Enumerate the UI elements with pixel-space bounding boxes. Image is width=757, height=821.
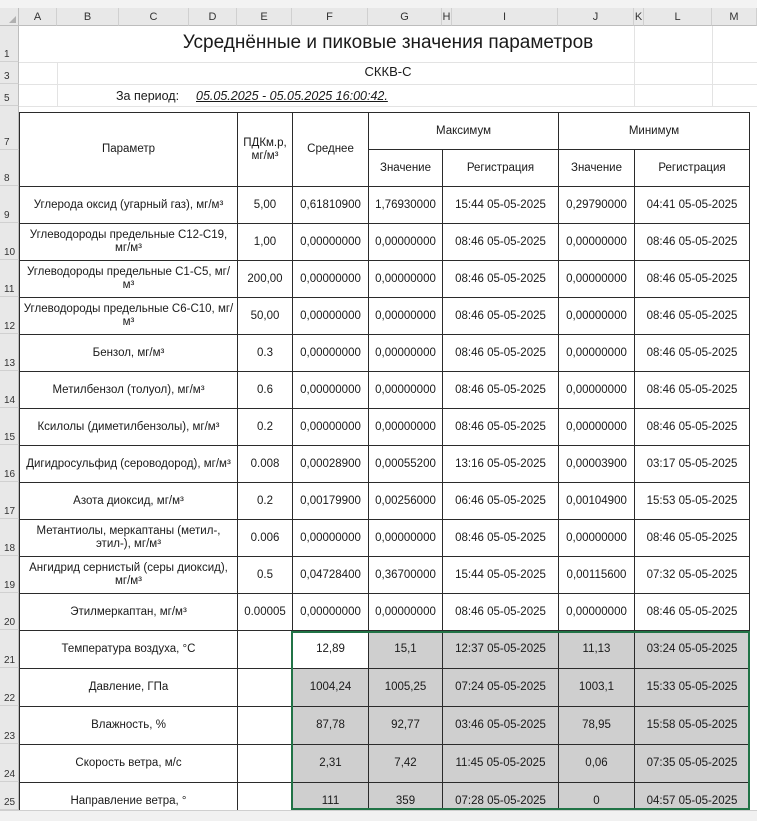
column-header-g[interactable]: G bbox=[368, 8, 442, 26]
column-header-l[interactable]: L bbox=[644, 8, 712, 26]
max-value-cell[interactable]: 0,00000000 bbox=[369, 594, 443, 631]
header-min[interactable]: Минимум bbox=[559, 113, 750, 150]
row-header[interactable]: 12 bbox=[0, 297, 19, 334]
column-header-j[interactable]: J bbox=[558, 8, 634, 26]
min-value-cell[interactable]: 0,00003900 bbox=[559, 446, 635, 483]
pdk-cell[interactable]: 5,00 bbox=[238, 187, 293, 224]
pdk-cell[interactable] bbox=[238, 631, 293, 669]
meteo-rows bbox=[20, 631, 750, 821]
min-reg-cell[interactable]: 08:46 05-05-2025 bbox=[635, 594, 750, 631]
row-header[interactable]: 5 bbox=[0, 84, 19, 106]
max-reg-cell[interactable]: 08:46 05-05-2025 bbox=[443, 594, 559, 631]
column-header-e[interactable]: E bbox=[237, 8, 292, 26]
avg-cell[interactable]: 0,00000000 bbox=[293, 224, 369, 261]
param-cell[interactable]: Этилмеркаптан, мг/м³ bbox=[20, 594, 238, 631]
table-row bbox=[20, 631, 750, 669]
min-reg-cell[interactable]: 15:33 05-05-2025 bbox=[635, 669, 750, 707]
min-reg-cell[interactable]: 15:58 05-05-2025 bbox=[635, 707, 750, 745]
pdk-cell[interactable]: 0.2 bbox=[238, 483, 293, 520]
sheet-tabs-bar[interactable] bbox=[0, 810, 757, 821]
column-header-a[interactable]: A bbox=[19, 8, 57, 26]
min-reg-cell[interactable]: 08:46 05-05-2025 bbox=[635, 224, 750, 261]
pdk-cell[interactable] bbox=[238, 669, 293, 707]
min-value-cell[interactable]: 0,29790000 bbox=[559, 187, 635, 224]
table-row bbox=[20, 224, 750, 261]
column-header-m[interactable]: M bbox=[712, 8, 757, 26]
param-cell[interactable]: Метантиолы, меркаптаны (метил-, этил-), мг/м³ bbox=[20, 520, 238, 557]
header-max-value[interactable]: Значение bbox=[369, 150, 443, 187]
param-cell[interactable]: Влажность, % bbox=[20, 707, 238, 745]
max-value-cell[interactable]: 15,1 bbox=[369, 631, 443, 669]
max-reg-cell[interactable]: 08:46 05-05-2025 bbox=[443, 372, 559, 409]
param-cell[interactable]: Ангидрид сернистый (серы диоксид), мг/м³ bbox=[20, 557, 238, 594]
table-row bbox=[20, 187, 750, 224]
min-value-cell[interactable]: 0 bbox=[559, 783, 635, 821]
avg-cell[interactable]: 111 bbox=[293, 783, 369, 821]
pdk-cell[interactable]: 0.00005 bbox=[238, 594, 293, 631]
max-value-cell[interactable]: 0,00000000 bbox=[369, 409, 443, 446]
pdk-cell[interactable]: 0.008 bbox=[238, 446, 293, 483]
param-cell[interactable]: Ксилолы (диметилбензолы), мг/м³ bbox=[20, 409, 238, 446]
row-header[interactable]: 10 bbox=[0, 223, 19, 260]
max-reg-cell[interactable]: 08:46 05-05-2025 bbox=[443, 335, 559, 372]
max-value-cell[interactable]: 0,00000000 bbox=[369, 335, 443, 372]
column-header-b[interactable]: B bbox=[57, 8, 119, 26]
pdk-cell[interactable]: 0.2 bbox=[238, 409, 293, 446]
row-header[interactable]: 3 bbox=[0, 62, 19, 84]
param-cell[interactable]: Азота диоксид, мг/м³ bbox=[20, 483, 238, 520]
max-value-cell[interactable]: 1005,25 bbox=[369, 669, 443, 707]
avg-cell[interactable]: 0,61810900 bbox=[293, 187, 369, 224]
avg-cell[interactable]: 0,00000000 bbox=[293, 520, 369, 557]
row-header[interactable]: 14 bbox=[0, 371, 19, 408]
param-cell[interactable]: Направление ветра, ° bbox=[20, 783, 238, 821]
param-cell[interactable]: Углеводороды предельные С1-С5, мг/м³ bbox=[20, 261, 238, 298]
pollutant-rows bbox=[20, 187, 750, 631]
avg-cell[interactable]: 2,31 bbox=[293, 745, 369, 783]
avg-cell[interactable]: 0,00000000 bbox=[293, 298, 369, 335]
table-row bbox=[20, 669, 750, 707]
pdk-cell[interactable] bbox=[238, 707, 293, 745]
max-value-cell[interactable]: 7,42 bbox=[369, 745, 443, 783]
row-header[interactable]: 8 bbox=[0, 150, 19, 186]
pdk-cell[interactable] bbox=[238, 745, 293, 783]
row-header[interactable]: 22 bbox=[0, 668, 19, 706]
param-cell[interactable]: Метилбензол (толуол), мг/м³ bbox=[20, 372, 238, 409]
station-name: СККВ-С bbox=[364, 64, 412, 79]
column-header-k[interactable]: K bbox=[634, 8, 644, 26]
avg-cell[interactable]: 1004,24 bbox=[293, 669, 369, 707]
param-cell[interactable]: Скорость ветра, м/с bbox=[20, 745, 238, 783]
row-header[interactable]: 19 bbox=[0, 556, 19, 593]
max-reg-cell[interactable]: 03:46 05-05-2025 bbox=[443, 707, 559, 745]
table-row bbox=[20, 707, 750, 745]
pdk-cell[interactable]: 0.6 bbox=[238, 372, 293, 409]
gridline bbox=[19, 106, 757, 107]
row-header[interactable]: 16 bbox=[0, 445, 19, 482]
max-reg-cell[interactable]: 08:46 05-05-2025 bbox=[443, 520, 559, 557]
max-value-cell[interactable]: 0,36700000 bbox=[369, 557, 443, 594]
min-reg-cell[interactable]: 07:32 05-05-2025 bbox=[635, 557, 750, 594]
header-pdk[interactable]: ПДКм.р, мг/м³ bbox=[238, 113, 293, 187]
param-cell[interactable]: Температура воздуха, °С bbox=[20, 631, 238, 669]
row-header[interactable]: 25 bbox=[0, 782, 19, 810]
param-cell[interactable]: Углеводороды предельные С12-С19, мг/м³ bbox=[20, 224, 238, 261]
min-reg-cell[interactable]: 07:35 05-05-2025 bbox=[635, 745, 750, 783]
min-reg-cell[interactable]: 04:57 05-05-2025 bbox=[635, 783, 750, 821]
header-min-value[interactable]: Значение bbox=[559, 150, 635, 187]
row-header[interactable]: 7 bbox=[0, 106, 19, 150]
pdk-cell[interactable]: 0.5 bbox=[238, 557, 293, 594]
min-value-cell[interactable]: 0,06 bbox=[559, 745, 635, 783]
max-reg-cell[interactable]: 06:46 05-05-2025 bbox=[443, 483, 559, 520]
min-reg-cell[interactable]: 08:46 05-05-2025 bbox=[635, 335, 750, 372]
row-header[interactable]: 13 bbox=[0, 334, 19, 371]
gridline bbox=[19, 62, 757, 63]
period-label: За период: bbox=[116, 89, 180, 103]
min-value-cell[interactable]: 0,00000000 bbox=[559, 409, 635, 446]
min-value-cell[interactable]: 0,00000000 bbox=[559, 261, 635, 298]
max-reg-cell[interactable]: 15:44 05-05-2025 bbox=[443, 557, 559, 594]
min-value-cell[interactable]: 0,00000000 bbox=[559, 372, 635, 409]
table-row bbox=[20, 594, 750, 631]
max-value-cell[interactable]: 0,00000000 bbox=[369, 261, 443, 298]
avg-cell[interactable]: 0,00000000 bbox=[293, 594, 369, 631]
max-reg-cell[interactable]: 07:24 05-05-2025 bbox=[443, 669, 559, 707]
column-header-c[interactable]: C bbox=[119, 8, 189, 26]
table-row bbox=[20, 409, 750, 446]
param-cell[interactable]: Давление, ГПа bbox=[20, 669, 238, 707]
min-reg-cell[interactable]: 08:46 05-05-2025 bbox=[635, 409, 750, 446]
table-row bbox=[20, 483, 750, 520]
min-value-cell[interactable]: 0,00000000 bbox=[559, 224, 635, 261]
row-header[interactable]: 17 bbox=[0, 482, 19, 519]
min-value-cell[interactable]: 0,00000000 bbox=[559, 594, 635, 631]
min-reg-cell[interactable]: 08:46 05-05-2025 bbox=[635, 261, 750, 298]
max-reg-cell[interactable]: 12:37 05-05-2025 bbox=[443, 631, 559, 669]
max-value-cell[interactable]: 1,76930000 bbox=[369, 187, 443, 224]
max-value-cell[interactable]: 359 bbox=[369, 783, 443, 821]
row-header[interactable]: 1 bbox=[0, 26, 19, 62]
header-min-reg[interactable]: Регистрация bbox=[635, 150, 750, 187]
max-reg-cell[interactable]: 08:46 05-05-2025 bbox=[443, 224, 559, 261]
row-header[interactable]: 9 bbox=[0, 186, 19, 223]
header-param[interactable]: Параметр bbox=[20, 113, 238, 187]
gridline bbox=[19, 84, 757, 85]
table-row bbox=[20, 261, 750, 298]
max-reg-cell[interactable]: 15:44 05-05-2025 bbox=[443, 187, 559, 224]
row-header[interactable]: 23 bbox=[0, 706, 19, 744]
min-value-cell[interactable]: 0,00000000 bbox=[559, 520, 635, 557]
min-value-cell[interactable]: 0,00000000 bbox=[559, 298, 635, 335]
column-header-h[interactable]: H bbox=[442, 8, 452, 26]
table-row bbox=[20, 745, 750, 783]
parameters-table bbox=[19, 112, 750, 821]
pdk-cell[interactable]: 0.006 bbox=[238, 520, 293, 557]
avg-cell[interactable]: 0,00000000 bbox=[293, 335, 369, 372]
row-header[interactable]: 18 bbox=[0, 519, 19, 556]
table-row bbox=[20, 557, 750, 594]
min-value-cell[interactable]: 0,00115600 bbox=[559, 557, 635, 594]
avg-cell[interactable]: 12,89 bbox=[293, 631, 369, 669]
min-reg-cell[interactable]: 08:46 05-05-2025 bbox=[635, 520, 750, 557]
pdk-cell[interactable]: 1,00 bbox=[238, 224, 293, 261]
max-reg-cell[interactable]: 13:16 05-05-2025 bbox=[443, 446, 559, 483]
column-header-d[interactable]: D bbox=[189, 8, 237, 26]
table-row bbox=[20, 372, 750, 409]
avg-cell[interactable]: 0,00000000 bbox=[293, 372, 369, 409]
min-value-cell[interactable]: 0,00000000 bbox=[559, 335, 635, 372]
min-reg-cell[interactable]: 08:46 05-05-2025 bbox=[635, 372, 750, 409]
column-header-f[interactable]: F bbox=[292, 8, 368, 26]
max-reg-cell[interactable]: 08:46 05-05-2025 bbox=[443, 409, 559, 446]
row-header[interactable]: 15 bbox=[0, 408, 19, 445]
max-value-cell[interactable]: 0,00256000 bbox=[369, 483, 443, 520]
select-all-corner[interactable] bbox=[0, 8, 19, 26]
avg-cell[interactable]: 0,00000000 bbox=[293, 409, 369, 446]
max-value-cell[interactable]: 0,00000000 bbox=[369, 298, 443, 335]
min-value-cell[interactable]: 1003,1 bbox=[559, 669, 635, 707]
pdk-cell[interactable]: 0.3 bbox=[238, 335, 293, 372]
row-header[interactable]: 11 bbox=[0, 260, 19, 297]
max-value-cell[interactable]: 0,00055200 bbox=[369, 446, 443, 483]
min-reg-cell[interactable]: 08:46 05-05-2025 bbox=[635, 298, 750, 335]
header-avg[interactable]: Среднее bbox=[293, 113, 369, 187]
avg-cell[interactable]: 0,00028900 bbox=[293, 446, 369, 483]
max-value-cell[interactable]: 0,00000000 bbox=[369, 224, 443, 261]
min-value-cell[interactable]: 78,95 bbox=[559, 707, 635, 745]
max-reg-cell[interactable]: 11:45 05-05-2025 bbox=[443, 745, 559, 783]
avg-cell[interactable]: 0,04728400 bbox=[293, 557, 369, 594]
min-reg-cell[interactable]: 03:17 05-05-2025 bbox=[635, 446, 750, 483]
param-cell[interactable]: Дигидросульфид (сероводород), мг/м³ bbox=[20, 446, 238, 483]
period-value: 05.05.2025 - 05.05.2025 16:00:42. bbox=[196, 89, 388, 103]
column-header-i[interactable]: I bbox=[452, 8, 558, 26]
header-max[interactable]: Максимум bbox=[369, 113, 559, 150]
pdk-cell[interactable]: 200,00 bbox=[238, 261, 293, 298]
table-row bbox=[20, 520, 750, 557]
pdk-cell[interactable]: 50,00 bbox=[238, 298, 293, 335]
min-reg-cell[interactable]: 04:41 05-05-2025 bbox=[635, 187, 750, 224]
row-header[interactable]: 21 bbox=[0, 630, 19, 668]
report-title: Усреднённые и пиковые значения параметров bbox=[182, 32, 594, 53]
avg-cell[interactable]: 87,78 bbox=[293, 707, 369, 745]
max-reg-cell[interactable]: 08:46 05-05-2025 bbox=[443, 261, 559, 298]
table-row bbox=[20, 446, 750, 483]
min-value-cell[interactable]: 11,13 bbox=[559, 631, 635, 669]
param-cell[interactable]: Углеводороды предельные С6-С10, мг/м³ bbox=[20, 298, 238, 335]
min-value-cell[interactable]: 0,00104900 bbox=[559, 483, 635, 520]
avg-cell[interactable]: 0,00000000 bbox=[293, 261, 369, 298]
table-row bbox=[20, 335, 750, 372]
row-header[interactable]: 24 bbox=[0, 744, 19, 782]
header-max-reg[interactable]: Регистрация bbox=[443, 150, 559, 187]
param-cell[interactable]: Углерода оксид (угарный газ), мг/м³ bbox=[20, 187, 238, 224]
row-header[interactable]: 20 bbox=[0, 593, 19, 630]
max-value-cell[interactable]: 0,00000000 bbox=[369, 520, 443, 557]
avg-cell[interactable]: 0,00179900 bbox=[293, 483, 369, 520]
table-row bbox=[20, 298, 750, 335]
max-value-cell[interactable]: 92,77 bbox=[369, 707, 443, 745]
max-reg-cell[interactable]: 08:46 05-05-2025 bbox=[443, 298, 559, 335]
max-reg-cell[interactable]: 07:28 05-05-2025 bbox=[443, 783, 559, 821]
min-reg-cell[interactable]: 03:24 05-05-2025 bbox=[635, 631, 750, 669]
param-cell[interactable]: Бензол, мг/м³ bbox=[20, 335, 238, 372]
min-reg-cell[interactable]: 15:53 05-05-2025 bbox=[635, 483, 750, 520]
max-value-cell[interactable]: 0,00000000 bbox=[369, 372, 443, 409]
